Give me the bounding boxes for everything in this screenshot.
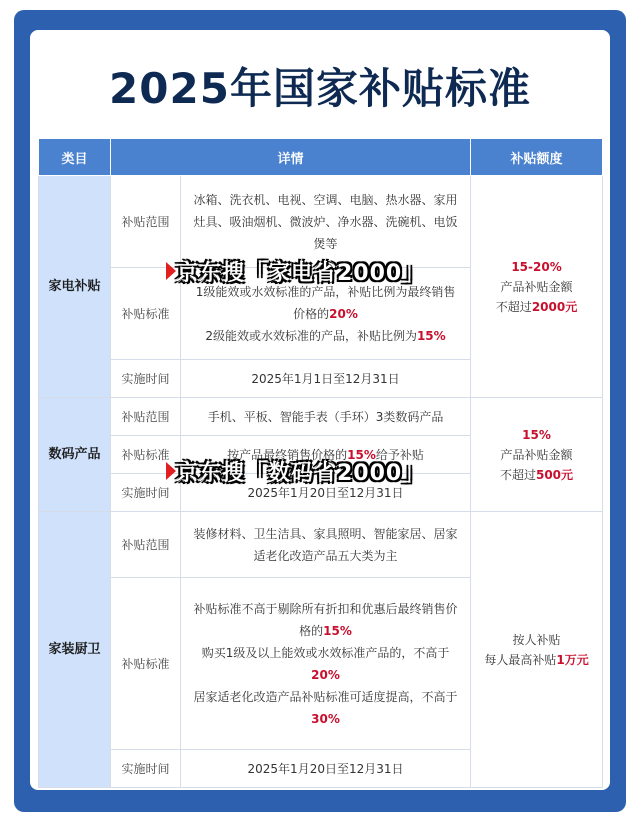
standard-pct: 20% <box>311 667 340 682</box>
standard-pct: 20% <box>329 306 358 321</box>
appliance-scope: 冰箱、洗衣机、电视、空调、电脑、热水器、家用灶具、吸油烟机、微波炉、净水器、洗碗机、电饭煲等 <box>181 176 471 268</box>
digital-amount-pct: 15% <box>522 427 551 442</box>
label-standard: 补贴标准 <box>111 578 181 750</box>
label-standard: 补贴标准 <box>111 268 181 360</box>
appliance-amount-pct: 15-20% <box>511 259 562 274</box>
overlay-marker-icon <box>166 262 176 280</box>
label-standard: 补贴标准 <box>111 436 181 474</box>
amount-cap-value: 500元 <box>535 467 574 482</box>
amount-cap-value: 1万元 <box>556 652 589 667</box>
standard-pct: 15% <box>323 623 352 638</box>
standard-text: 1级能效或水效标准的产品，补贴比例为最终销售价格的 <box>195 284 456 321</box>
header-category: 类目 <box>39 139 111 176</box>
home-standard-p1 <box>191 598 460 642</box>
table-row <box>39 398 603 436</box>
digital-scope: 手机、平板、智能手表（手环）3类数码产品 <box>181 398 471 436</box>
standard-pct: 15% <box>416 328 446 343</box>
digital-amount-cap <box>472 465 601 485</box>
standard-text: 给予补贴 <box>375 447 424 462</box>
amount-cap-prefix: 不超过 <box>495 299 532 314</box>
header-amount: 补贴额度 <box>471 139 603 176</box>
label-time: 实施时间 <box>111 474 181 512</box>
page-title: 2025年国家补贴标准 <box>109 64 531 113</box>
digital-time: 2025年1月20日至12月31日 <box>181 474 471 512</box>
table-header-row <box>39 139 603 176</box>
table-row <box>39 512 603 578</box>
table-row <box>39 176 603 268</box>
overlay-marker-icon <box>166 462 176 480</box>
standard-text: 购买1级及以上能效或水效标准产品的，不高于 <box>201 645 450 660</box>
home-time: 2025年1月20日至12月31日 <box>181 750 471 788</box>
home-standard <box>181 578 471 750</box>
home-amount-cap <box>472 650 601 670</box>
home-standard-p3 <box>191 686 460 730</box>
amount-cap-prefix: 每人最高补贴 <box>484 652 557 667</box>
label-time: 实施时间 <box>111 750 181 788</box>
header-details: 详情 <box>111 139 471 176</box>
category-appliance: 家电补贴 <box>39 176 111 398</box>
home-scope: 装修材料、卫生洁具、家具照明、智能家居、居家适老化改造产品五大类为主 <box>181 512 471 578</box>
amount-cap-value: 2000元 <box>531 299 578 314</box>
category-home: 家装厨卫 <box>39 512 111 788</box>
appliance-amount-cap <box>472 297 601 317</box>
label-time: 实施时间 <box>111 360 181 398</box>
appliance-amount-desc: 产品补贴金额 <box>500 279 573 294</box>
standard-text: 2级能效或水效标准的产品，补贴比例为 <box>205 328 417 343</box>
category-digital: 数码产品 <box>39 398 111 512</box>
standard-pct: 30% <box>311 711 340 726</box>
standard-text: 居家适老化改造产品补贴标准可适度提高，不高于 <box>193 689 458 704</box>
digital-amount-desc: 产品补贴金额 <box>500 447 573 462</box>
digital-amount <box>471 398 603 512</box>
standard-text: 按产品最终销售价格的 <box>227 447 348 462</box>
overlay-digital-search: 京东搜「数码省2000」 <box>176 461 426 486</box>
standard-pct: 15% <box>347 447 376 462</box>
home-amount-basis: 按人补贴 <box>512 632 561 647</box>
appliance-amount <box>471 176 603 398</box>
appliance-time: 2025年1月1日至12月31日 <box>181 360 471 398</box>
label-scope: 补贴范围 <box>111 398 181 436</box>
label-scope: 补贴范围 <box>111 176 181 268</box>
appliance-standard-line2 <box>191 325 460 347</box>
home-amount <box>471 512 603 788</box>
standard-text: 补贴标准不高于剔除所有折扣和优惠后最终销售价格的 <box>193 601 458 638</box>
appliance-standard-line1 <box>191 281 460 325</box>
home-standard-p2 <box>191 642 460 686</box>
overlay-appliance-search: 京东搜「家电省2000」 <box>176 261 426 286</box>
amount-cap-prefix: 不超过 <box>499 467 536 482</box>
label-scope: 补贴范围 <box>111 512 181 578</box>
